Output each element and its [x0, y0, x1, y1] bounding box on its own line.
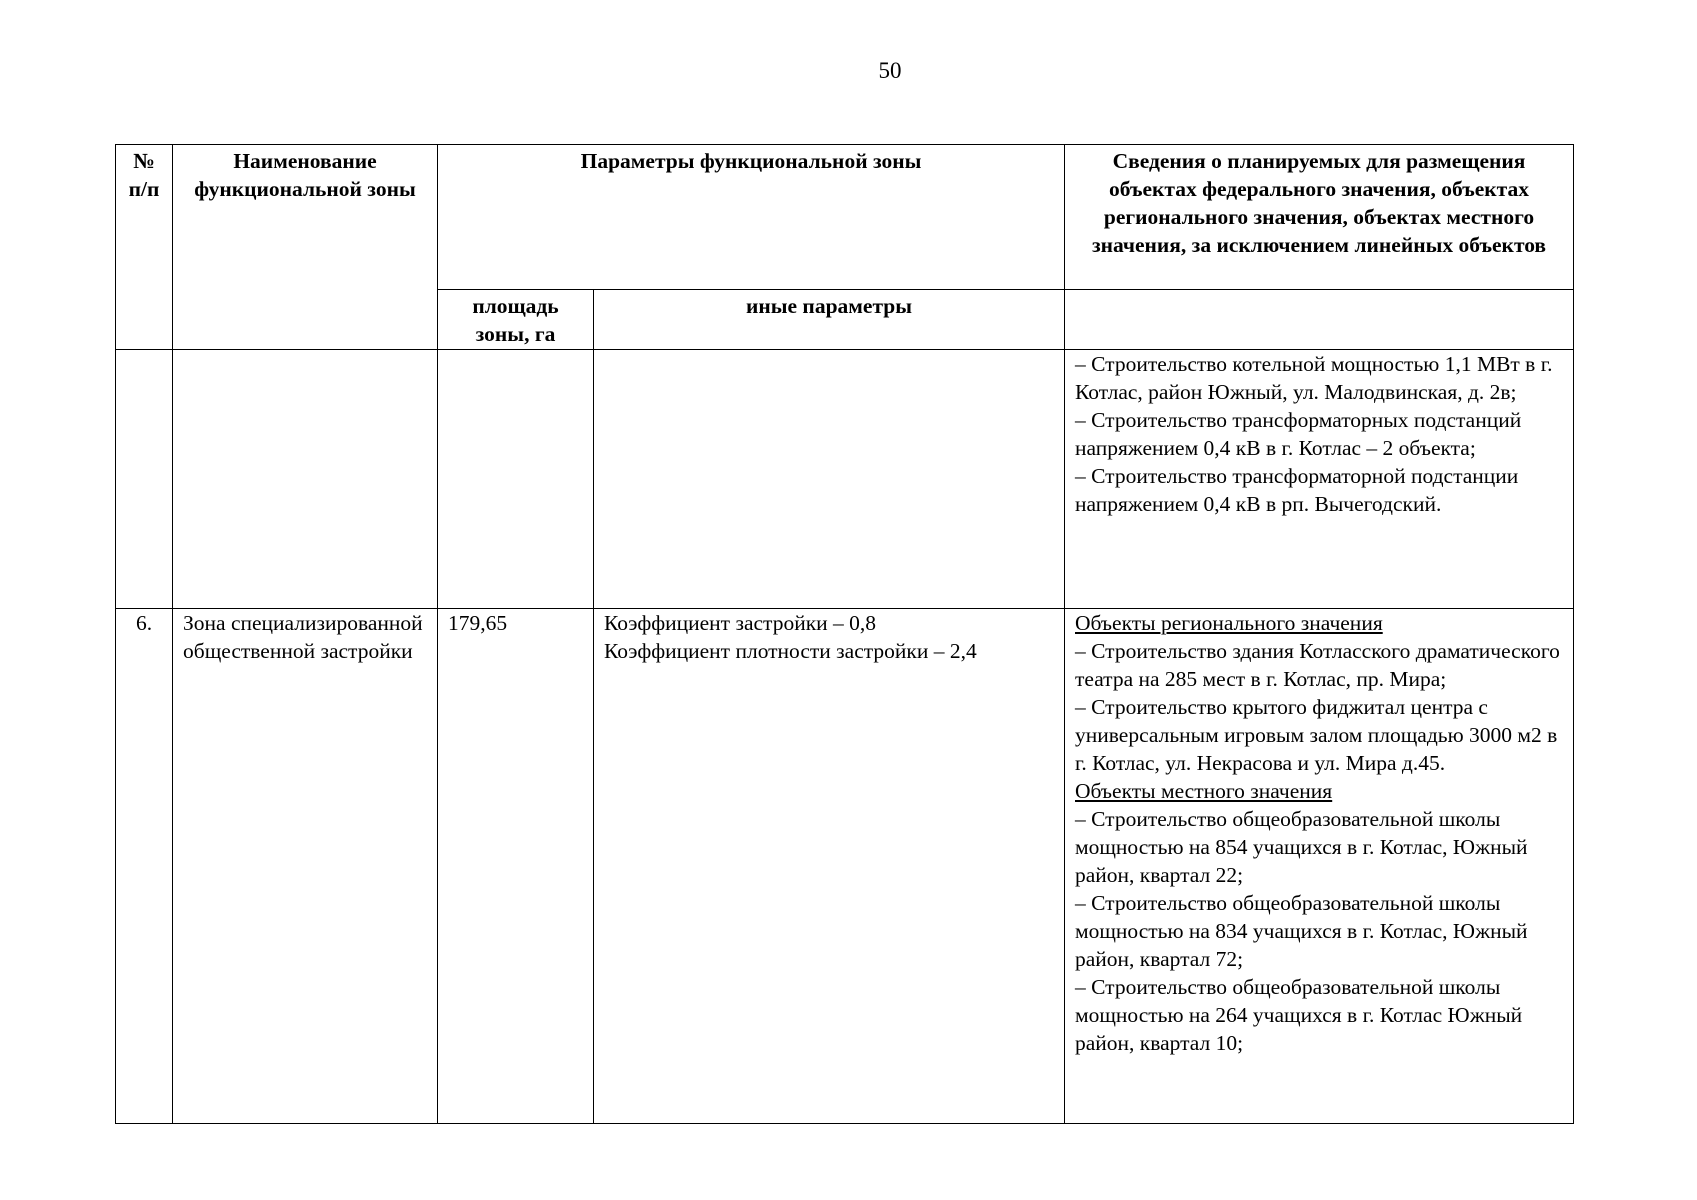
cell-num: 6.: [116, 609, 173, 1124]
section-heading-regional: Объекты регионального значения: [1075, 611, 1383, 635]
functional-zones-table: [115, 144, 1574, 1124]
page-number: 50: [878, 58, 902, 83]
list-item: – Строительство трансформаторной подстанции напряжением 0,4 кВ в рп. Вычегодский.: [1075, 464, 1519, 516]
cell-planned-objects: [1065, 350, 1574, 609]
list-item: – Строительство трансформаторных подстанций напряжением 0,4 кВ в г. Котлас – 2 объекта;: [1075, 408, 1522, 460]
list-item: – Строительство здания Котласского драматического театра на 285 мест в г. Котлас, пр. Мира;: [1075, 639, 1560, 691]
list-item: – Строительство общеобразовательной школы мощностью на 854 учащихся в г. Котлас, Южный район, квартал 22;: [1075, 807, 1528, 887]
table-row-zone-6: [116, 609, 1574, 1124]
cell-empty: [594, 350, 1065, 609]
cell-empty: [173, 350, 438, 609]
cell-area: 179,65: [438, 609, 594, 1124]
cell-other-params: [594, 609, 1065, 1124]
cell-empty: [116, 350, 173, 609]
header-planned-objects: Сведения о планируемых для размещения объектах федерального значения, объектах регионального значения, объектах местного значения, за исключением линейных объектов: [1065, 145, 1574, 290]
header-zone-params: Параметры функциональной зоны: [438, 145, 1065, 290]
header-area: площадь зоны, га: [438, 290, 594, 350]
param-line: Коэффициент плотности застройки – 2,4: [604, 639, 977, 663]
param-line: Коэффициент застройки – 0,8: [604, 611, 877, 635]
header-empty-cell: [1065, 290, 1574, 350]
section-heading-local: Объекты местного значения: [1075, 779, 1333, 803]
cell-empty: [438, 350, 594, 609]
header-zone-name: Наименование функциональной зоны: [173, 145, 438, 350]
cell-planned-objects: [1065, 609, 1574, 1124]
header-other-params: иные параметры: [594, 290, 1065, 350]
list-item: – Строительство крытого фиджитал центра с универсальным игровым залом площадью 3000 м2 в г. Котлас, ул. Некрасова и ул. Мира д.45.: [1075, 695, 1558, 775]
list-item: – Строительство общеобразовательной школы мощностью на 264 учащихся в г. Котлас Южный район, квартал 10;: [1075, 975, 1523, 1055]
header-num: № п/п: [116, 145, 173, 350]
cell-zone-name: Зона специализированной общественной застройки: [173, 609, 438, 1124]
list-item: – Строительство общеобразовательной школы мощностью на 834 учащихся в г. Котлас, Южный район, квартал 72;: [1075, 891, 1528, 971]
table-row-continued: [116, 350, 1574, 609]
header-row: [116, 145, 1574, 290]
list-item: – Строительство котельной мощностью 1,1 МВт в г. Котлас, район Южный, ул. Малодвинская, д. 2в;: [1075, 352, 1553, 404]
